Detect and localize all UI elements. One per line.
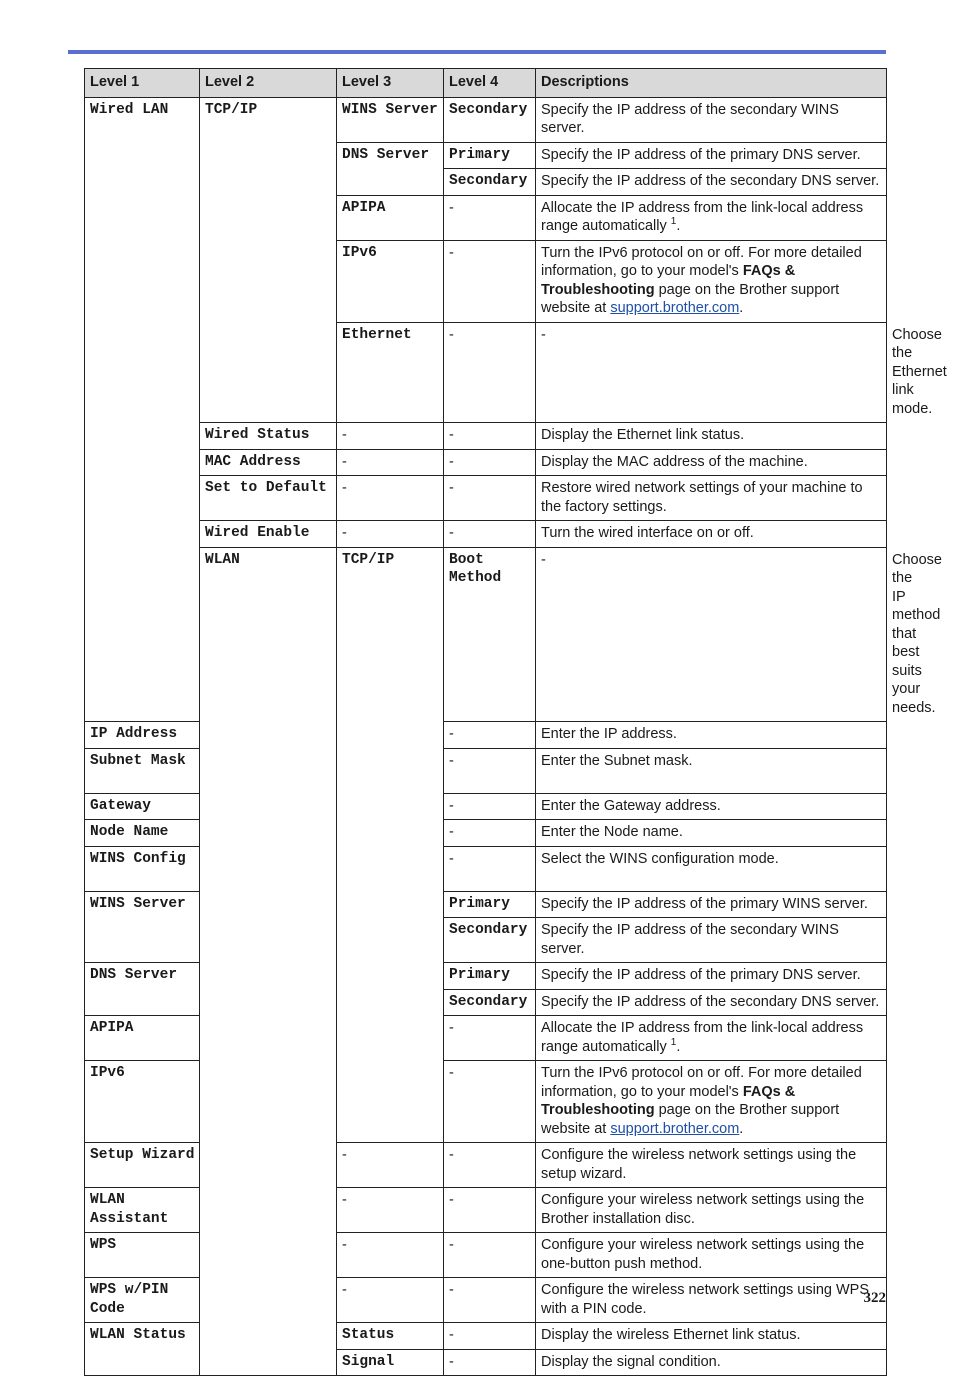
level3-dash: - bbox=[337, 1143, 444, 1188]
table-row bbox=[85, 521, 887, 548]
desc-wlan-status: Display the wireless Ethernet link status. bbox=[536, 1323, 887, 1350]
faqs-troubleshooting-text: FAQs & Troubleshooting bbox=[541, 1083, 796, 1118]
desc-dns-secondary: Specify the IP address of the secondary DNS server. bbox=[536, 169, 887, 196]
level4-secondary: Secondary bbox=[444, 918, 536, 963]
desc-wps: Configure your wireless network settings using the one-button push method. bbox=[536, 1233, 887, 1278]
level2-wlan-status: WLAN Status bbox=[85, 1323, 200, 1376]
desc-subnet-mask: Enter the Subnet mask. bbox=[536, 748, 887, 793]
desc-wps-pin-code: Configure the wireless network settings using WPS with a PIN code. bbox=[536, 1278, 887, 1323]
level4-dash: - bbox=[444, 521, 536, 548]
desc-ipv6-text: Turn the IPv6 protocol on or off. For more detailed information, go to your model's bbox=[541, 1065, 862, 1100]
desc-wins-secondary: Specify the IP address of the secondary WINS server. bbox=[536, 97, 887, 142]
level3-wins-server: WINS Server bbox=[337, 97, 444, 142]
faqs-troubleshooting-text: FAQs & Troubleshooting bbox=[541, 263, 796, 298]
level2-ethernet: Ethernet bbox=[337, 322, 444, 423]
level4-primary: Primary bbox=[444, 891, 536, 918]
level4-dash: - bbox=[444, 722, 536, 749]
level4-dash: - bbox=[444, 1143, 536, 1188]
desc-setup-wizard: Configure the wireless network settings using the setup wizard. bbox=[536, 1143, 887, 1188]
level4-dash: - bbox=[444, 1323, 536, 1350]
desc-dns-primary: Specify the IP address of the primary DNS server. bbox=[536, 963, 887, 990]
level4-dash: - bbox=[444, 793, 536, 820]
header-rule bbox=[68, 50, 886, 54]
desc-ipv6 bbox=[536, 240, 887, 322]
desc-wins-primary: Specify the IP address of the primary WINS server. bbox=[536, 891, 887, 918]
level3-dash: - bbox=[444, 322, 536, 423]
level2-wired-status: Wired Status bbox=[200, 423, 337, 450]
header-level-3: Level 3 bbox=[337, 69, 444, 98]
settings-table bbox=[84, 68, 947, 1376]
footnote-marker: 1 bbox=[670, 1036, 677, 1048]
desc-wlan-assistant: Configure your wireless network settings using the Brother installation disc. bbox=[536, 1188, 887, 1233]
table-row bbox=[85, 449, 887, 476]
level4-dash: - bbox=[444, 1061, 536, 1143]
level1-wlan: WLAN bbox=[200, 547, 337, 1376]
desc-signal: Display the signal condition. bbox=[536, 1349, 887, 1376]
desc-apipa-text: Allocate the IP address from the link-local address range automatically bbox=[541, 199, 864, 234]
level4-dash: - bbox=[444, 423, 536, 450]
header-level-4: Level 4 bbox=[444, 69, 536, 98]
level2-wired-enable: Wired Enable bbox=[200, 521, 337, 548]
desc-apipa bbox=[536, 1016, 887, 1061]
level1-wired-lan: Wired LAN bbox=[85, 97, 200, 722]
desc-wired-status: Display the Ethernet link status. bbox=[536, 423, 887, 450]
level3-dns-server: DNS Server bbox=[85, 963, 200, 1016]
level2-wps: WPS bbox=[85, 1233, 200, 1278]
level4-dash: - bbox=[536, 322, 887, 423]
table-row bbox=[85, 97, 887, 142]
level3-gateway: Gateway bbox=[85, 793, 200, 820]
level2-wps-pin-code: WPS w/PIN Code bbox=[85, 1278, 200, 1323]
level2-wlan-assistant: WLAN Assistant bbox=[85, 1188, 200, 1233]
level4-dash: - bbox=[444, 1188, 536, 1233]
desc-node-name: Enter the Node name. bbox=[536, 820, 887, 847]
level3-ip-address: IP Address bbox=[85, 722, 200, 749]
header-descriptions: Descriptions bbox=[536, 69, 887, 98]
level3-signal: Signal bbox=[337, 1349, 444, 1376]
level4-dash: - bbox=[444, 476, 536, 521]
level4-dash: - bbox=[444, 195, 536, 240]
desc-mac-address: Display the MAC address of the machine. bbox=[536, 449, 887, 476]
level3-apipa: APIPA bbox=[337, 195, 444, 240]
table-header-row bbox=[85, 69, 887, 98]
level4-dash: - bbox=[444, 820, 536, 847]
level3-status: Status bbox=[337, 1323, 444, 1350]
level3-dns-server: DNS Server bbox=[337, 142, 444, 195]
level3-dash: - bbox=[337, 476, 444, 521]
level4-secondary: Secondary bbox=[444, 97, 536, 142]
level3-ipv6: IPv6 bbox=[85, 1061, 200, 1143]
level2-tcpip: TCP/IP bbox=[337, 547, 444, 1143]
level4-secondary: Secondary bbox=[444, 989, 536, 1016]
level3-subnet-mask: Subnet Mask bbox=[85, 748, 200, 793]
desc-ipv6-text-2: page on the Brother support website at bbox=[541, 1102, 840, 1137]
page-number: 322 bbox=[863, 1290, 886, 1306]
level4-dash: - bbox=[444, 1016, 536, 1061]
support-link[interactable]: support.brother.com bbox=[610, 300, 740, 316]
desc-wins-secondary: Specify the IP address of the secondary WINS server. bbox=[536, 918, 887, 963]
level3-dash: - bbox=[337, 1188, 444, 1233]
level3-dash: - bbox=[337, 521, 444, 548]
level4-dash: - bbox=[444, 846, 536, 891]
table-row bbox=[85, 423, 887, 450]
level3-boot-method: Boot Method bbox=[444, 547, 536, 722]
header-level-2: Level 2 bbox=[200, 69, 337, 98]
level3-wins-config: WINS Config bbox=[85, 846, 200, 891]
level2-setup-wizard: Setup Wizard bbox=[85, 1143, 200, 1188]
footnote-marker: 1 bbox=[670, 216, 677, 228]
level3-ipv6: IPv6 bbox=[337, 240, 444, 322]
level4-dash: - bbox=[444, 748, 536, 793]
desc-set-to-default: Restore wired network settings of your machine to the factory settings. bbox=[536, 476, 887, 521]
level4-dash: - bbox=[444, 1349, 536, 1376]
level3-dash: - bbox=[337, 1233, 444, 1278]
desc-apipa-text: Allocate the IP address from the link-local address range automatically bbox=[541, 1020, 864, 1055]
desc-wired-enable: Turn the wired interface on or off. bbox=[536, 521, 887, 548]
period: . bbox=[739, 300, 744, 316]
level2-tcpip: TCP/IP bbox=[200, 97, 337, 423]
level4-primary: Primary bbox=[444, 963, 536, 990]
period: . bbox=[739, 1120, 744, 1137]
desc-dns-primary: Specify the IP address of the primary DNS server. bbox=[536, 142, 887, 169]
level4-dash: - bbox=[536, 547, 887, 722]
level4-dash: - bbox=[444, 1233, 536, 1278]
desc-apipa bbox=[536, 195, 887, 240]
desc-dns-secondary: Specify the IP address of the secondary DNS server. bbox=[536, 989, 887, 1016]
level3-dash: - bbox=[337, 423, 444, 450]
level3-apipa: APIPA bbox=[85, 1016, 200, 1061]
level3-node-name: Node Name bbox=[85, 820, 200, 847]
level2-mac-address: MAC Address bbox=[200, 449, 337, 476]
level4-dash: - bbox=[444, 240, 536, 322]
desc-ip-address: Enter the IP address. bbox=[536, 722, 887, 749]
level4-secondary: Secondary bbox=[444, 169, 536, 196]
level3-dash: - bbox=[337, 1278, 444, 1323]
header-level-1: Level 1 bbox=[85, 69, 200, 98]
desc-ipv6-text: Turn the IPv6 protocol on or off. For more detailed information, go to your model's bbox=[541, 244, 862, 279]
table-row: WLAN TCP/IP Boot Method - Choose the IP method that best suits your needs. bbox=[85, 547, 887, 722]
level3-wins-server: WINS Server bbox=[85, 891, 200, 963]
table-row: Ethernet - - Choose the Ethernet link mode. bbox=[85, 322, 887, 423]
desc-ipv6-text-2: page on the Brother support website at bbox=[541, 281, 840, 316]
level3-dash: - bbox=[337, 449, 444, 476]
level2-set-to-default: Set to Default bbox=[200, 476, 337, 521]
level4-dash: - bbox=[444, 1278, 536, 1323]
period: . bbox=[676, 1038, 681, 1055]
period: . bbox=[676, 218, 681, 234]
table-row bbox=[85, 476, 887, 521]
level4-primary: Primary bbox=[444, 142, 536, 169]
desc-ipv6 bbox=[536, 1061, 887, 1143]
support-link[interactable]: support.brother.com bbox=[610, 1120, 740, 1137]
desc-wins-config: Select the WINS configuration mode. bbox=[536, 846, 887, 891]
desc-gateway: Enter the Gateway address. bbox=[536, 793, 887, 820]
level4-dash: - bbox=[444, 449, 536, 476]
